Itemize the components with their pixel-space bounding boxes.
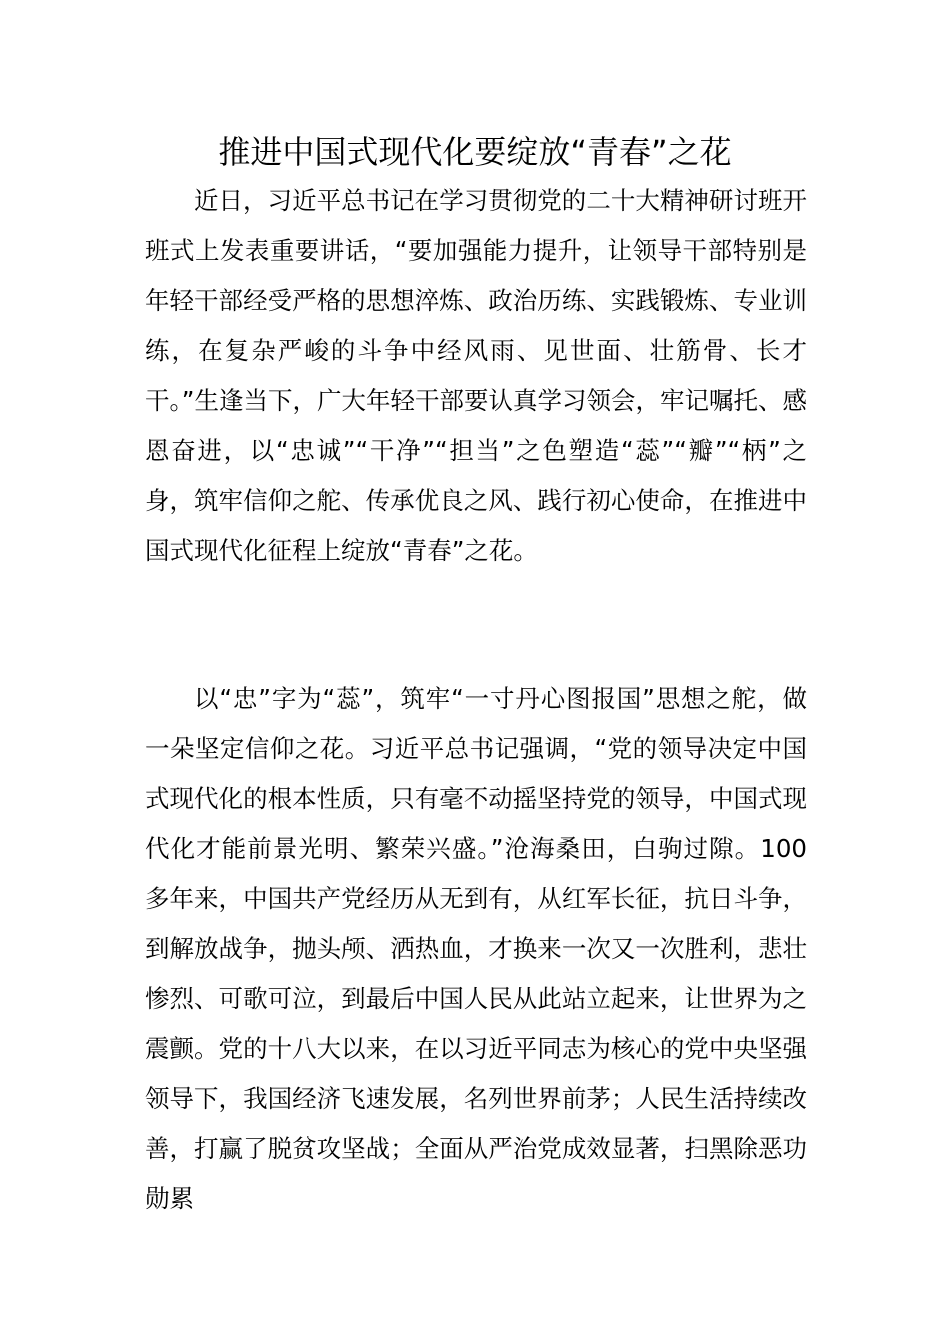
paragraph-1: 近日，习近平总书记在学习贯彻党的二十大精神研讨班开班式上发表重要讲话，“要加强能力提升，让领导干部特别是年轻干部经受严格的思想淬炼、政治历练、实践锻炼、专业训练，在复杂严峻的斗争中经风雨、见世面、壮筋骨、长才干。”生逢当下，广大年轻干部要认真学习领会，牢记嘱托、感恩奋进，以“忠诚”“干净”“担当”之色塑造“蕊”“瓣”“柄”之身，筑牢信仰之舵、传承优良之风、践行初心使命，在推进中国式现代化征程上绽放“青春”之花。: [145, 186, 807, 565]
document-title: 推进中国式现代化要绽放“青春”之花: [218, 133, 732, 171]
paragraph-2: 以“忠”字为“蕊”，筑牢“一寸丹心图报国”思想之舵，做一朵坚定信仰之花。习近平总书记强调，“党的领导决定中国式现代化的根本性质，只有毫不动摇坚持党的领导，中国式现代化才能前景光明、繁荣兴盛。”沧海桑田，白驹过隙。100 多年来，中国共产党经历从无到有，从红军长征，抗日斗争，到解放战争，抛头颅、洒热血，才换来一次又一次胜利，悲壮惨烈、可歌可泣，到最后中国人民从此站立起来，让世界为之震颤。党的十八大以来，在以习近平同志为核心的党中央坚强领导下，我国经济飞速发展，名列世界前茅；人民生活持续改善，打赢了脱贫攻坚战；全面从严治党成效显著，扫黑除恶功勋累: [145, 684, 807, 1213]
